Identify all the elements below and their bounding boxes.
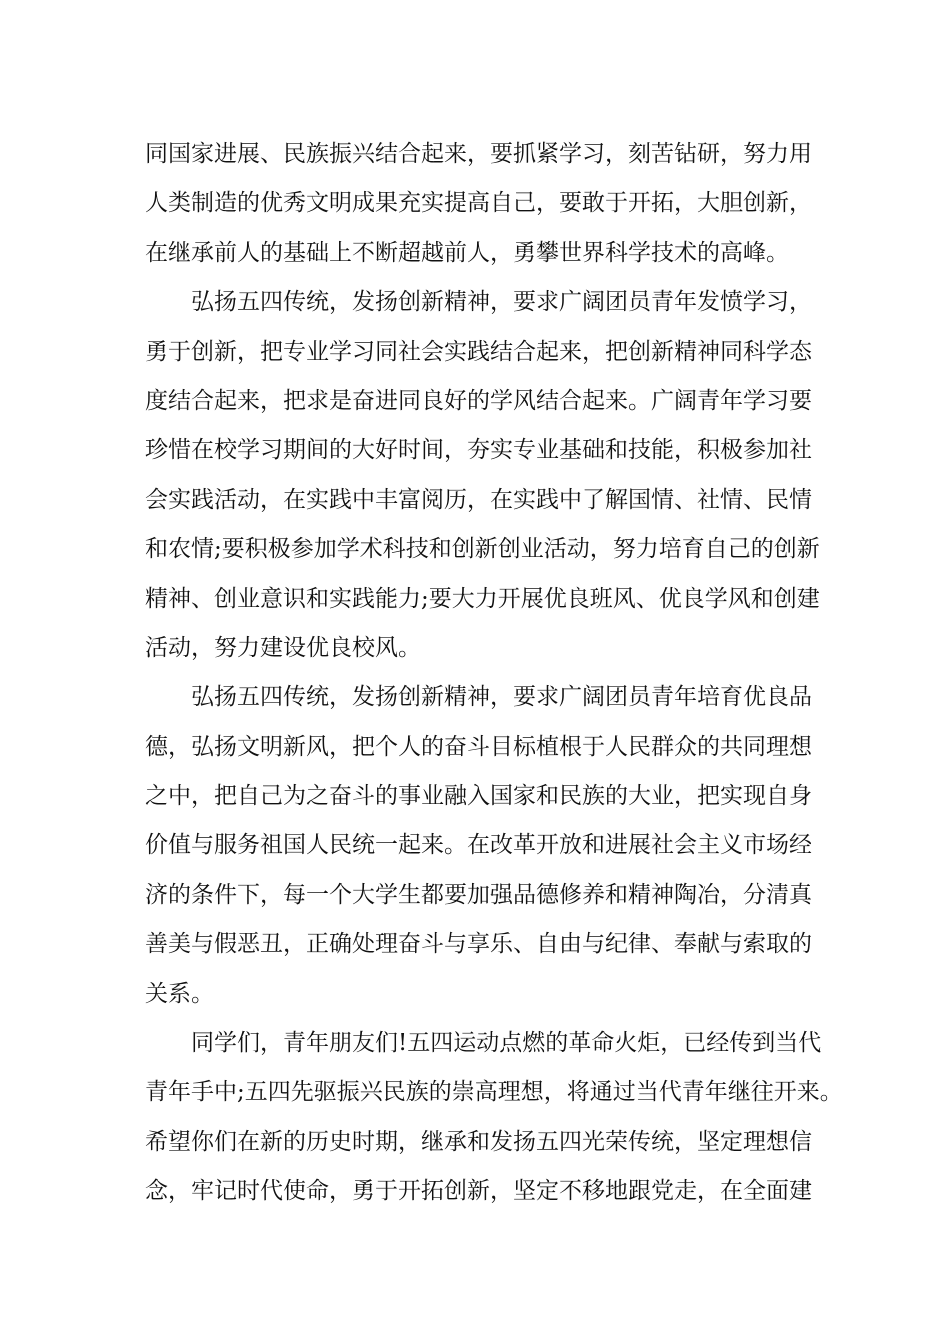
text-line: 会实践活动，在实践中丰富阅历，在实践中了解国情、社情、民情 xyxy=(145,486,812,513)
paragraph xyxy=(145,130,825,278)
text-line: 珍惜在校学习期间的大好时间，夯实专业基础和技能，积极参加社 xyxy=(145,437,812,464)
text-line: 活动，努力建设优良校风。 xyxy=(145,634,421,661)
text-line: 弘扬五四传统，发扬创新精神，要求广阔团员青年培育优良品 xyxy=(191,684,812,711)
text-line: 关系。 xyxy=(145,980,214,1007)
text-line: 同国家进展、民族振兴结合起来，要抓紧学习，刻苦钻研，努力用 xyxy=(145,141,812,167)
text-line: 在继承前人的基础上不断超越前人，勇攀世界科学技术的高峰。 xyxy=(145,239,789,266)
text-line: 度结合起来，把求是奋进同良好的学风结合起来。广阔青年学习要 xyxy=(145,387,812,414)
text-line: 希望你们在新的历史时期，继承和发扬五四光荣传统，坚定理想信 xyxy=(145,1128,812,1155)
text-line: 弘扬五四传统，发扬创新精神，要求广阔团员青年发愤学习， xyxy=(191,289,812,316)
text-line: 念，牢记时代使命，勇于开拓创新，坚定不移地跟党走，在全面建 xyxy=(145,1178,812,1205)
paragraph xyxy=(145,278,825,673)
text-line: 精神、创业意识和实践能力;要大力开展优良班风、优良学风和创建 xyxy=(145,585,820,612)
text-line: 德，弘扬文明新风，把个人的奋斗目标植根于人民群众的共同理想 xyxy=(145,733,812,760)
paragraph xyxy=(145,673,825,1019)
text-line: 善美与假恶丑，正确处理奋斗与享乐、自由与纪律、奉献与索取的 xyxy=(145,931,812,958)
paragraph xyxy=(145,1019,843,1217)
text-line: 青年手中;五四先驱振兴民族的崇高理想，将通过当代青年继往开来。 xyxy=(145,1079,843,1106)
text-line: 同学们，青年朋友们!五四运动点燃的革命火炬，已经传到当代 xyxy=(191,1030,822,1057)
text-line: 人类制造的优秀文明成果充实提高自己，要敢于开拓，大胆创新， xyxy=(145,190,812,217)
text-line: 价值与服务祖国人民统一起来。在改革开放和进展社会主义市场经 xyxy=(145,832,812,859)
document-body xyxy=(145,130,843,1217)
text-line: 济的条件下，每一个大学生都要加强品德修养和精神陶冶，分清真 xyxy=(145,881,812,908)
text-line: 勇于创新，把专业学习同社会实践结合起来，把创新精神同科学态 xyxy=(145,338,812,365)
text-line: 和农情;要积极参加学术科技和创新创业活动，努力培育自己的创新 xyxy=(145,536,820,563)
text-line: 之中，把自己为之奋斗的事业融入国家和民族的大业，把实现自身 xyxy=(145,783,812,810)
